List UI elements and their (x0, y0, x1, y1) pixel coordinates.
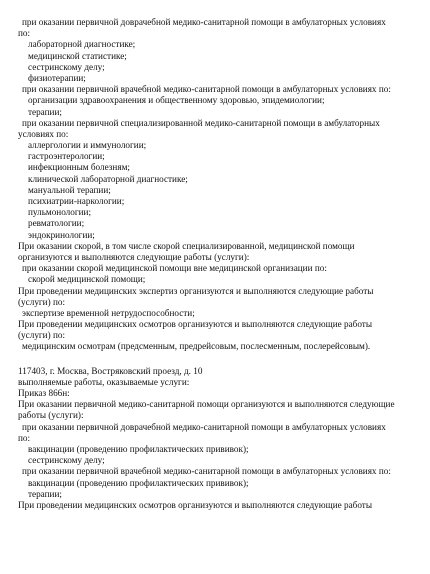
text-line: Приказ 866н: (18, 388, 70, 398)
text-line: медицинским осмотрам (предсменным, предрейсовым, послесменным, послерейсовым). (22, 341, 371, 352)
text-line: при оказании первичной специализированной медико-санитарной помощи в амбулаторных (22, 117, 380, 128)
services-section-2 (18, 366, 414, 511)
text-line: сестринскому делу; (28, 61, 105, 72)
text-line: клинической лабораторной диагностике; (28, 173, 188, 184)
text-line: мануальной терапии; (28, 184, 111, 195)
document-text-block (18, 17, 414, 511)
text-line: при оказании первичной доврачебной медико-санитарной помощи в амбулаторных условиях (22, 421, 386, 432)
text-line: 117403, г. Москва, Востряковский проезд, д. 10 (18, 365, 203, 376)
text-line: психиатрии-наркологии; (28, 196, 125, 206)
text-line: При проведении медицинских осмотров организуются и выполняются следующие работы (18, 319, 372, 330)
text-line: по: (18, 28, 31, 39)
text-line: терапии; (28, 106, 62, 117)
text-line: при оказании первичной врачебной медико-санитарной помощи в амбулаторных условиях по: (22, 466, 391, 477)
section-gap (18, 353, 414, 366)
text-line: терапии; (28, 488, 62, 499)
text-line: При оказании скорой, в том числе скорой специализированной, медицинской помощи (18, 240, 355, 251)
text-line: при оказании скорой медицинской помощи вне медицинской организации по: (22, 263, 327, 274)
services-section-1 (18, 17, 414, 353)
text-line: аллергологии и иммунологии; (28, 140, 147, 151)
text-line: При проведении медицинских экспертиз организуются и выполняются следующие работы (18, 285, 374, 296)
text-line: сестринскому делу; (28, 455, 105, 466)
text-line: (услуги) по: (18, 330, 66, 341)
text-line: по: (18, 432, 31, 443)
text-line: условиях по: (18, 128, 69, 139)
text-line: гастроэнтерологии; (28, 151, 105, 162)
text-line: При оказании первичной медико-санитарной помощи организуются и выполняются следующие (18, 399, 395, 410)
text-line: физиотерапии; (28, 72, 86, 83)
text-line: при оказании первичной врачебной медико-санитарной помощи в амбулаторных условиях по: (22, 84, 391, 95)
text-line: (услуги) по: (18, 296, 66, 307)
text-line: эндокринологии; (28, 229, 95, 240)
text-line: инфекционным болезням; (28, 162, 130, 173)
text-line: При проведении медицинских осмотров организуются и выполняются следующие работы (18, 499, 372, 510)
text-line: ревматологии; (28, 218, 85, 229)
text-line: пульмонологии; (28, 207, 92, 218)
text-line: вакцинации (проведению профилактических прививок); (28, 443, 249, 454)
text-line: вакцинации (проведению профилактических прививок); (28, 477, 249, 488)
text-line: экспертизе временной нетрудоспособности; (22, 307, 195, 318)
text-line: скорой медицинской помощи; (28, 274, 146, 285)
text-line: выполняемые работы, оказываемые услуги: (18, 376, 190, 387)
text-line: работы (услуги): (18, 410, 84, 421)
text-line: медицинской статистике; (28, 50, 127, 61)
text-line: организуются и выполняются следующие работы (услуги): (18, 251, 250, 262)
text-line: организации здравоохранения и общественному здоровью, эпидемиологии; (28, 95, 325, 106)
text-line: при оказании первичной доврачебной медико-санитарной помощи в амбулаторных условиях (22, 17, 386, 27)
text-line: лабораторной диагностике; (28, 39, 136, 50)
